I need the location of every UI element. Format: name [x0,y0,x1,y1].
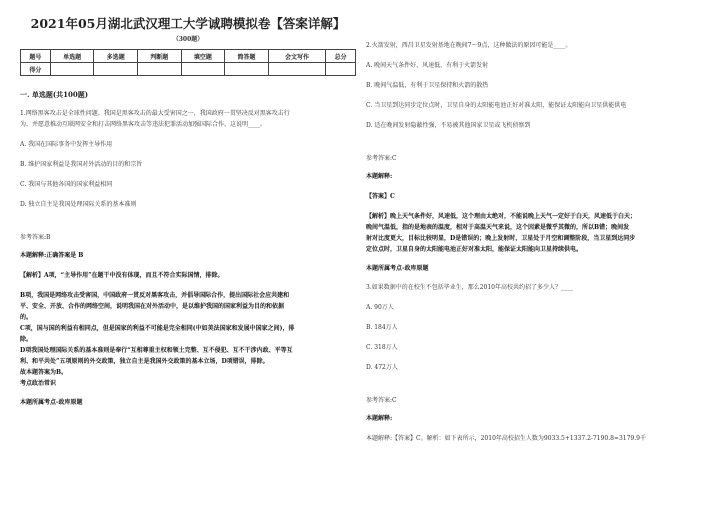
option-d: D. 独立自主是我国处理国际关系的基本准则 [20,201,137,208]
explanation-line: 的。 [20,314,33,321]
explanation-line: D项我国处理国际关系的基本准则是奉行“互相尊重主权和领土完整、互不侵犯、互不干涉内政、平等互 [20,347,293,354]
score-cell: 填空题 [181,50,225,63]
question-stem: 为，并愿意推动互联网安全和打击网络黑客攻击等违法犯罪活动加强国际合作。这说明____。 [20,121,267,128]
score-cell [268,63,325,76]
option-d: D. 适在晚间发射隐蔽性强，不易被其他国家卫星或飞机侦察到 [366,122,531,129]
score-cell: 得分 [21,63,51,76]
explanation-line: 晚间气温低，指的是地表的温度，相对于高温天气来说，这个因素是微乎其微的，所以B错；晚间发 [366,224,630,231]
explanation-line: 平、安全、开放、合作的网络空间，说明我国在对外活动中，是以维护我国的国家利益为目的和依据 [20,303,285,310]
option-c: C. 318万人 [366,344,398,351]
explanation-line: 考点政治常识 [20,380,57,387]
score-cell [326,63,356,76]
score-cell: 判断题 [138,50,182,63]
left-column [20,14,356,408]
question-stem: 2.火箭发射，西昌卫星发射基地在晚间7～9点，这种做法的原因可能是____。 [366,42,572,49]
score-cell [94,63,138,76]
right-column [366,40,702,444]
page-subtitle: （300题） [172,36,204,43]
explanation-line: 【解析】A项，“主导作用”在题干中没有体现，而且不符合实际国情，排除。 [20,272,224,279]
score-cell [50,63,94,76]
score-cell: 题号 [21,50,51,63]
explanation-line: 射对比度更大，目标比较明显，D是错误的；晚上发射时，卫星处于月空和调整阶段，当卫星到达同步 [366,235,636,242]
reference-answer: 参考答案:B [20,234,51,241]
option-d: D. 472万人 [366,364,398,371]
page-title: 2021年05月湖北武汉理工大学诚聘模拟卷【答案详解】 [30,16,346,31]
question-stem: 1.网络黑客攻击是全球性问题。我国是黑客攻击的最大受害国之一，我国政府一贯坚决反对黑客攻击行 [20,110,290,117]
section-tag: 本题所属考点-政库原题 [20,399,83,406]
option-b: B. 晚间气温低，有利于卫星保持和火箭的散热 [366,82,489,89]
score-cell: 单选题 [50,50,94,63]
explanation-line: 故本题答案为B。 [20,369,68,376]
question-stem: 3.如果数据中的在校生不包括毕业生，那么2010年高校共约招了多少人？____ [366,284,573,291]
score-cell: 总分 [326,50,356,63]
explanation-title: 本题解释: [366,415,393,422]
score-cell: 简答题 [225,50,269,63]
explanation-line: 除。 [20,336,33,343]
explanation-key: 【答案】C [366,193,395,200]
explanation-line: C项，国与国的利益有相同点，但是国家的利益不可能是完全相同(中如美法国家和发展中国家之间)，排 [20,325,295,332]
option-a: A. 我国在国际事务中发挥主导作用 [20,141,113,148]
section-title: 一. 单选题(共100题) [20,90,89,99]
explanation-title: 本题解释: [366,173,393,180]
score-table [20,49,356,76]
score-cell [225,63,269,76]
score-cell [181,63,225,76]
option-b: B. 184万人 [366,324,398,331]
explanation-line: 利、和平共处”五项原则的外交政策，独立自主是我国外交政策的基本立场，D项错误，排除。 [20,358,269,365]
explanation-line: 定位点时，卫星自身的太阳能电池正好对准太阳，能保证太阳能向卫星持续供电。 [366,246,583,253]
option-c: C. 我国与其他各国的国家利益相同 [20,181,113,188]
explanation-line: 本题解释:【答案】C。解析：如下表所示，2010年高校招生人数为9033.5+1337.2-7190.8≈3179.9千 [366,435,646,442]
section-tag: 本题所属考点-政库原题 [366,265,429,272]
option-a: A. 90万人 [366,304,394,311]
explanation-title: 本题解释:正确答案是 B [20,252,84,259]
option-c: C. 当卫星到达同步定位点时，卫星自身的太阳能电池正好对准太阳，能保证太阳能向卫星供能供电 [366,102,627,109]
score-cell: 会文写作 [268,50,325,63]
score-table-score-row [21,63,356,76]
option-b: B. 维护国家利益是我国对外活动的目的和宗旨 [20,161,143,168]
score-cell: 多选题 [94,50,138,63]
explanation-line: 【解析】晚上天气条件好，风速低，这个理由太绝对，不能说晚上天气一定好于白天，风速低于白天； [366,213,637,220]
score-table-header-row [21,50,356,63]
reference-answer: 参考答案:C [366,155,397,162]
explanation-line: B项，我国是网络攻击受害国，中国政府一贯反对黑客攻击，并倡导国际合作，提出国际社会应共建和 [20,292,290,299]
score-cell [138,63,182,76]
reference-answer: 参考答案:C [366,397,397,404]
option-a: A. 晚间天气条件好，风速低，有利于火箭发射 [366,62,489,69]
